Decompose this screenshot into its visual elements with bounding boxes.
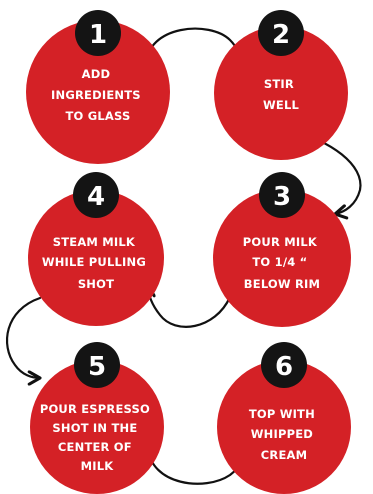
step-1 xyxy=(26,10,170,164)
step-label-line: POUR ESPRESSO xyxy=(39,402,150,416)
step-label-line: SHOT IN THE xyxy=(52,421,138,435)
step-number: 4 xyxy=(86,182,106,212)
step-label-line: BELOW RIM xyxy=(243,277,321,291)
step-label-line: TOP WITH xyxy=(248,407,315,421)
step-5 xyxy=(30,342,164,494)
step-label-line: STIR xyxy=(263,77,294,91)
step-number: 1 xyxy=(88,20,108,50)
step-label-line: INGREDIENTS xyxy=(51,88,141,102)
step-label-line: TO 1/4 “ xyxy=(252,255,308,269)
step-label-line: SHOT xyxy=(77,277,115,291)
step-2 xyxy=(214,10,348,160)
step-label-line: WELL xyxy=(263,98,299,112)
step-label-line: WHIPPED xyxy=(250,427,314,441)
step-number: 2 xyxy=(271,20,291,50)
arrow-3-to-4 xyxy=(148,285,230,327)
step-label-line: STEAM MILK xyxy=(52,235,136,249)
step-number: 6 xyxy=(274,352,294,382)
step-3 xyxy=(213,172,351,327)
step-label xyxy=(243,235,321,291)
step-label-line: TO GLASS xyxy=(65,109,131,123)
step-4 xyxy=(28,172,164,326)
step-label-line: ADD xyxy=(81,67,111,81)
step-label-line: MILK xyxy=(80,459,114,473)
step-label-line: POUR MILK xyxy=(242,235,317,249)
arrow-4-to-5 xyxy=(7,298,40,378)
step-label-line: CENTER OF xyxy=(57,440,132,454)
step-number: 5 xyxy=(87,352,107,382)
step-6 xyxy=(217,342,351,494)
step-number: 3 xyxy=(272,182,292,212)
step-label-line: CREAM xyxy=(260,448,308,462)
step-label-line: WHILE PULLING xyxy=(41,255,146,269)
